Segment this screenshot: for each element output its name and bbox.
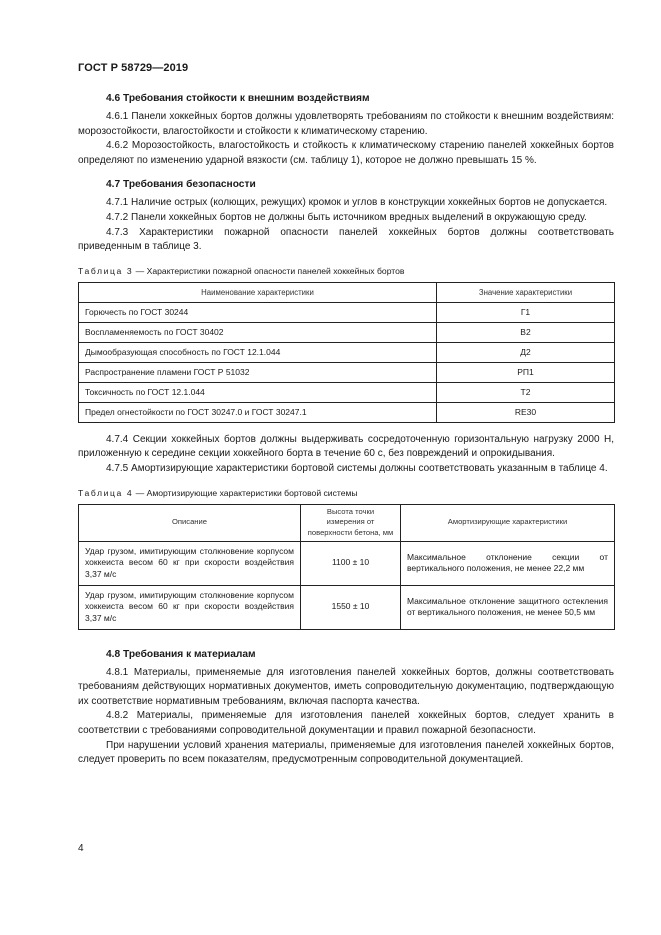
table-row bbox=[79, 382, 615, 402]
clause-4-7-5: 4.7.5 Амортизирующие характеристики бортовой системы должны соответствовать указанным в таблице 4. bbox=[106, 462, 608, 474]
table-cell: РП1 bbox=[437, 362, 615, 382]
table-row bbox=[79, 402, 615, 422]
table-row bbox=[79, 541, 615, 585]
table-cell: Максимальное отклонение секции от вертикального положения, не менее 22,2 мм bbox=[401, 541, 615, 585]
column-header: Высота точки измерения от поверхности бетона, мм bbox=[301, 504, 401, 541]
page-content bbox=[78, 92, 614, 768]
table-cell: Токсичность по ГОСТ 12.1.044 bbox=[79, 382, 437, 402]
section-4-6-title: 4.6 Требования стойкости к внешним воздействиям bbox=[106, 93, 370, 104]
table-cell: Горючесть по ГОСТ 30244 bbox=[79, 302, 437, 322]
table-4-caption bbox=[78, 487, 614, 499]
clause-4-6-2: 4.6.2 Морозостойкость, влагостойкость и стойкость к климатическому старению панелей хоккейных бортов определяют по изменению ударной вязкости (см. таблицу 1), которое не должно превышать 15 %. bbox=[78, 140, 614, 166]
section-4-8-title: 4.8 Требования к материалам bbox=[106, 648, 256, 660]
table-4-caption-text: — Амортизирующие характеристики бортовой системы bbox=[133, 487, 358, 498]
table-cell: Распространение пламени ГОСТ Р 51032 bbox=[79, 362, 437, 382]
page-number: 4 bbox=[78, 843, 84, 854]
table-row bbox=[79, 342, 615, 362]
table-row bbox=[79, 322, 615, 342]
clause-4-7-4: 4.7.4 Секции хоккейных бортов должны выдерживать сосредоточенную горизонтальную нагрузку 2000 Н, приложенную к середине секции хоккейного борта в течение 60 с, без повреждений и опрокидывания. bbox=[78, 433, 614, 460]
table-row bbox=[79, 302, 615, 322]
table-cell: В2 bbox=[437, 322, 615, 342]
table-cell: 1550 ± 10 bbox=[301, 585, 401, 629]
table-cell: Г1 bbox=[437, 302, 615, 322]
clause-4-8-2-note: При нарушении условий хранения материалы, применяемые для изготовления панелей хоккейных бортов, следует проверить по всем показателям, предусмотренным сопроводительной документацией. bbox=[78, 739, 614, 766]
clause-4-7-2: 4.7.2 Панели хоккейных бортов не должны быть источником вредных выделений в окружающую среду. bbox=[106, 211, 587, 223]
table-cell: RE30 bbox=[437, 402, 615, 422]
table-cell: Т2 bbox=[437, 382, 615, 402]
table-cell: Удар грузом, имитирующим столкновение корпусом хоккеиста весом 60 кг при скорости воздействия 3,37 м/с bbox=[79, 585, 301, 629]
table-cell: Предел огнестойкости по ГОСТ 30247.0 и ГОСТ 30247.1 bbox=[79, 402, 437, 422]
table-cell: Удар грузом, имитирующим столкновение корпусом хоккеиста весом 60 кг при скорости воздействия 3,37 м/с bbox=[79, 541, 301, 585]
clause-4-7-3: 4.7.3 Характеристики пожарной опасности панелей хоккейных бортов должны соответствовать приведенным в таблице 3. bbox=[78, 226, 614, 253]
column-header: Значение характеристики bbox=[437, 282, 615, 302]
table-4-label: Таблица 4 bbox=[78, 487, 134, 498]
table-header-row bbox=[79, 282, 615, 302]
table-cell: Воспламеняемость по ГОСТ 30402 bbox=[79, 322, 437, 342]
table-cell: Д2 bbox=[437, 342, 615, 362]
table-cell: Максимальное отклонение защитного остекления от вертикального положения, не менее 50,5 мм bbox=[401, 585, 615, 629]
clause-4-7-1: 4.7.1 Наличие острых (колющих, режущих) кромок и углов в конструкции хоккейных бортов не допускается. bbox=[106, 197, 608, 209]
column-header: Описание bbox=[79, 504, 301, 541]
section-4-7-title: 4.7 Требования безопасности bbox=[106, 179, 256, 191]
table-row bbox=[79, 362, 615, 382]
clause-4-8-2: 4.8.2 Материалы, применяемые для изготовления панелей хоккейных бортов, следует хранить в соответствии с требованиями сопроводительной документации и правил пожарной безопасности. bbox=[78, 710, 614, 736]
table-cell: Дымообразующая способность по ГОСТ 12.1.044 bbox=[79, 342, 437, 362]
table-3-caption-text: — Характеристики пожарной опасности панелей хоккейных бортов bbox=[133, 265, 405, 276]
column-header: Амортизирующие характеристики bbox=[401, 504, 615, 541]
clause-4-8-1: 4.8.1 Материалы, применяемые для изготовления панелей хоккейных бортов, должны соответствовать требованиям действующих нормативных документов, иметь сопроводительную документацию, подтверждающую их соответствие нормативным требованиям, включая паспорта качества. bbox=[78, 666, 614, 707]
clause-4-6-1: 4.6.1 Панели хоккейных бортов должны удовлетворять требованиям по стойкости к внешним воздействиям: морозостойкости, влагостойкости и стойкости к климатическому старению. bbox=[78, 111, 614, 137]
table-3 bbox=[78, 282, 615, 423]
document-id: ГОСТ Р 58729—2019 bbox=[78, 62, 189, 74]
table-cell: 1100 ± 10 bbox=[301, 541, 401, 585]
column-header: Наименование характеристики bbox=[79, 282, 437, 302]
table-3-label: Таблица 3 bbox=[78, 265, 134, 276]
table-4 bbox=[78, 504, 615, 630]
table-header-row bbox=[79, 504, 615, 541]
table-3-caption bbox=[78, 265, 614, 277]
table-row bbox=[79, 585, 615, 629]
